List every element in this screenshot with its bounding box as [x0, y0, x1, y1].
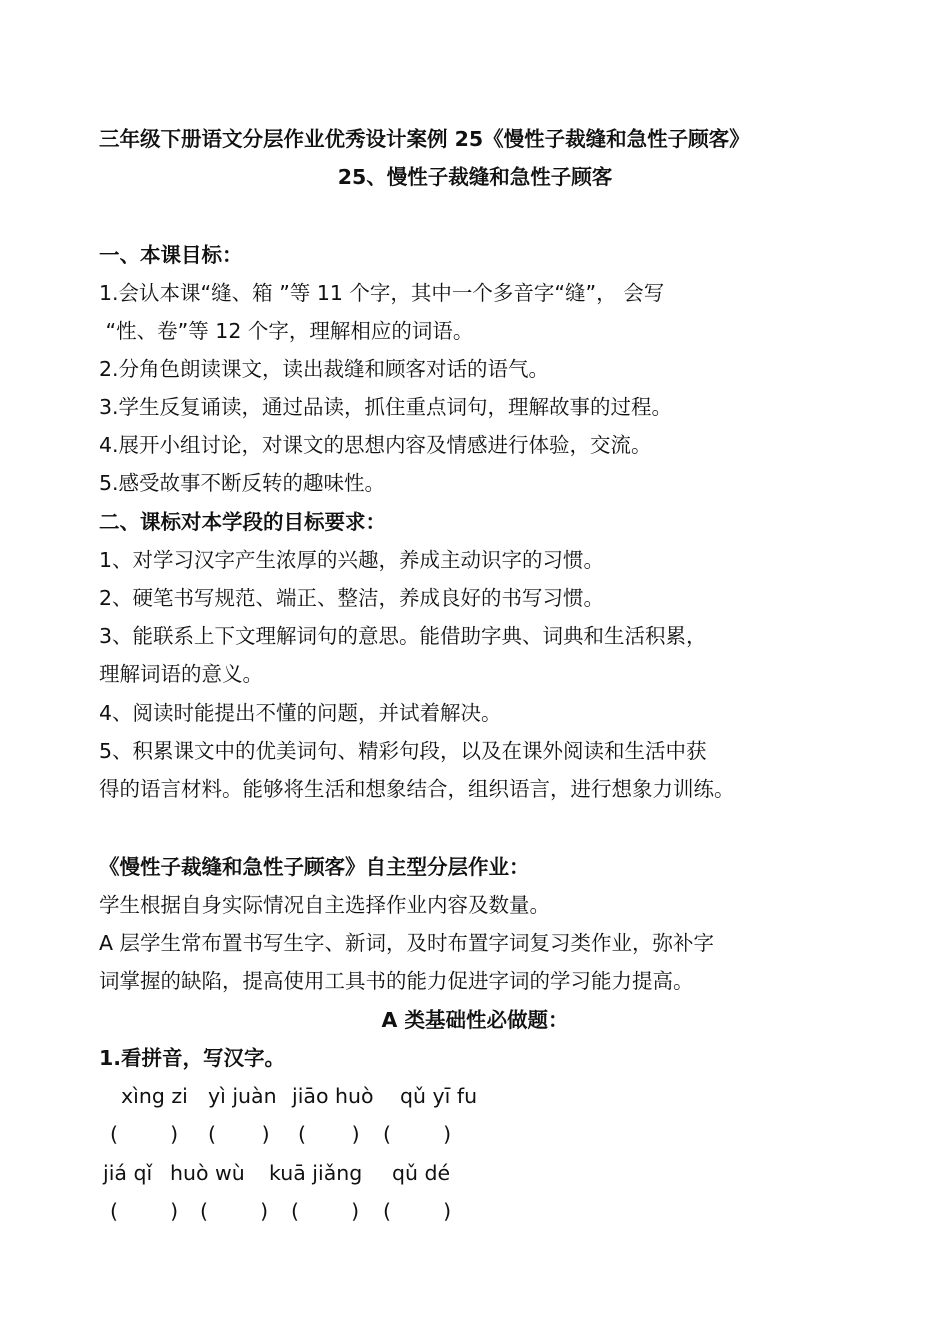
answer-blank[interactable]: ( ) [383, 1122, 452, 1146]
goal-line-3: 2.分角色朗读课文，读出裁缝和顾客对话的语气。 [99, 357, 550, 381]
goal-line-5: 4.展开小组讨论，对课文的思想内容及情感进行体验，交流。 [99, 433, 652, 457]
answer-blank[interactable]: ( ) [200, 1199, 269, 1223]
goal-line-6: 5.感受故事不断反转的趣味性。 [99, 471, 386, 495]
section-heading-goals: 一、本课目标： [99, 243, 243, 267]
lesson-title: 25、慢性子裁缝和急性子顾客 [337, 165, 613, 189]
pinyin-item: kuā jiǎng [269, 1161, 363, 1185]
standard-line-1: 1、对学习汉字产生浓厚的兴趣，养成主动识字的习惯。 [99, 548, 605, 572]
answer-blank[interactable]: ( ) [383, 1199, 452, 1223]
standard-line-6: 5、积累课文中的优美词句、精彩句段，以及在课外阅读和生活中获 [99, 739, 707, 763]
section-heading-homework: 《慢性子裁缝和急性子顾客》自主型分层作业： [99, 855, 530, 879]
answer-blank[interactable]: ( ) [110, 1199, 179, 1223]
pinyin-item: huò wù [170, 1161, 245, 1185]
homework-line-2: A 层学生常布置书写生字、新词，及时布置字词复习类作业，弥补字 [99, 931, 715, 955]
standard-line-7: 得的语言材料。能够将生活和想象结合，组织语言，进行想象力训练。 [99, 777, 735, 801]
section-heading-category-a: A 类基础性必做题： [381, 1008, 569, 1032]
pinyin-item: qǔ yī fu [400, 1084, 478, 1108]
goal-line-2: “性、卷”等 12 个字，理解相应的词语。 [99, 319, 474, 343]
homework-line-3: 词掌握的缺陷，提高使用工具书的能力促进字词的学习能力提高。 [99, 969, 694, 993]
document-title: 三年级下册语文分层作业优秀设计案例 25《慢性子裁缝和急性子顾客》 [99, 127, 750, 151]
pinyin-item: qǔ dé [392, 1161, 451, 1185]
standard-line-4: 理解词语的意义。 [99, 662, 263, 686]
goal-line-4: 3.学生反复诵读，通过品读，抓住重点词句，理解故事的过程。 [99, 395, 673, 419]
answer-blank[interactable]: ( ) [291, 1199, 360, 1223]
answer-blank[interactable]: ( ) [110, 1122, 179, 1146]
standard-line-3: 3、能联系上下文理解词句的意思。能借助字典、词典和生活积累， [99, 624, 707, 648]
answer-blank[interactable]: ( ) [298, 1122, 360, 1146]
pinyin-item: jiá qǐ [103, 1161, 153, 1185]
standard-line-2: 2、硬笔书写规范、端正、整洁，养成良好的书写习惯。 [99, 586, 605, 610]
pinyin-item: xìng zi [121, 1084, 188, 1108]
pinyin-item: yì juàn [208, 1084, 277, 1108]
goal-line-1: 1.会认本课“缝、箱 ”等 11 个字，其中一个多音字“缝”， 会写 [99, 281, 665, 305]
answer-blank[interactable]: ( ) [208, 1122, 270, 1146]
question-title: 1.看拼音，写汉字。 [99, 1046, 286, 1070]
standard-line-5: 4、阅读时能提出不懂的问题，并试着解决。 [99, 701, 502, 725]
homework-line-1: 学生根据自身实际情况自主选择作业内容及数量。 [99, 893, 550, 917]
section-heading-standards: 二、课标对本学段的目标要求： [99, 510, 386, 534]
pinyin-item: jiāo huò [292, 1084, 374, 1108]
